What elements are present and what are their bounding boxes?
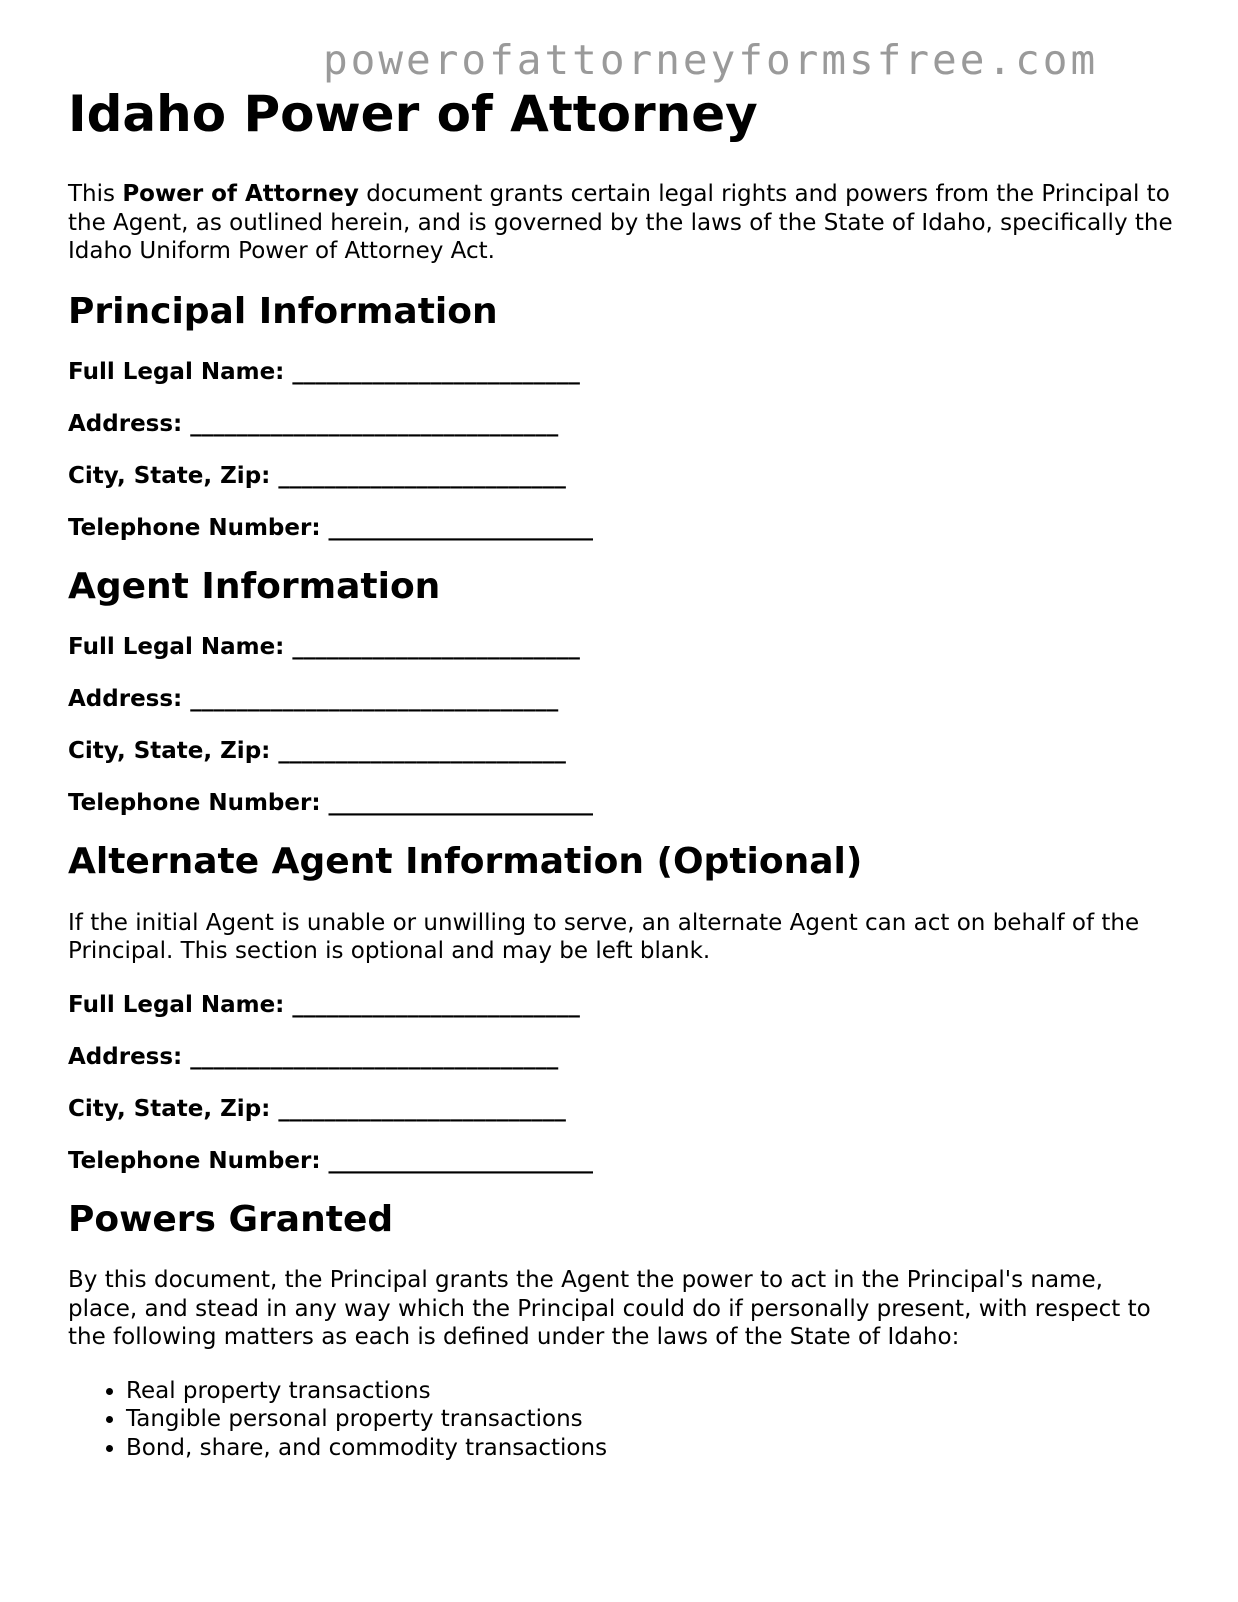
agent-city-label: City, State, Zip: — [68, 738, 271, 765]
alternate-address-label: Address: — [68, 1043, 183, 1070]
agent-heading: Agent Information — [68, 565, 441, 607]
principal-phone-blank[interactable]: _______________________ — [328, 514, 594, 541]
powers-section — [68, 1199, 1178, 1462]
agent-phone-blank[interactable]: _______________________ — [328, 790, 594, 817]
agent-address-field[interactable] — [68, 685, 1178, 713]
powers-list-item: • Tangible personal property transactions — [126, 1405, 1178, 1434]
alternate-phone-blank[interactable]: _______________________ — [328, 1147, 594, 1174]
principal-address-field[interactable] — [68, 410, 1178, 438]
alternate-city-label: City, State, Zip: — [68, 1095, 271, 1122]
alternate-phone-field[interactable] — [68, 1147, 1178, 1175]
principal-phone-label: Telephone Number: — [68, 514, 321, 541]
alternate-city-field[interactable] — [68, 1095, 1178, 1123]
powers-heading: Powers Granted — [68, 1198, 394, 1240]
principal-heading: Principal Information — [68, 290, 498, 332]
principal-name-field[interactable] — [68, 358, 1178, 386]
powers-list-item: • Bond, share, and commodity transactions — [126, 1434, 1178, 1463]
agent-phone-field[interactable] — [68, 789, 1178, 817]
watermark: powerofattorneyformsfree.com — [323, 36, 1099, 84]
alternate-phone-label: Telephone Number: — [68, 1147, 321, 1174]
agent-address-blank[interactable]: ________________________________ — [190, 686, 559, 713]
document-page — [68, 84, 1178, 1462]
alternate-address-blank[interactable]: ________________________________ — [190, 1043, 559, 1070]
principal-section — [68, 291, 1178, 542]
intro-paragraph — [68, 180, 1178, 266]
agent-city-blank[interactable]: _________________________ — [278, 738, 566, 765]
intro-suffix: document grants certain legal rights and powers from the Principal to the Agent, as outlined herein, and is governed by the laws of the State of Idaho, specifically the Idaho Uniform Power of Attorney Act. — [68, 181, 1173, 264]
agent-name-field[interactable] — [68, 633, 1178, 661]
alternate-name-label: Full Legal Name: — [68, 991, 285, 1018]
principal-city-label: City, State, Zip: — [68, 462, 271, 489]
alternate-name-blank[interactable]: _________________________ — [292, 991, 580, 1018]
agent-name-label: Full Legal Name: — [68, 634, 285, 661]
principal-address-blank[interactable]: ________________________________ — [190, 410, 559, 437]
agent-phone-label: Telephone Number: — [68, 790, 321, 817]
alternate-agent-heading: Alternate Agent Information (Optional) — [68, 841, 863, 883]
principal-name-blank[interactable]: _________________________ — [292, 358, 580, 385]
principal-city-field[interactable] — [68, 462, 1178, 490]
agent-city-field[interactable] — [68, 737, 1178, 765]
principal-name-label: Full Legal Name: — [68, 358, 285, 385]
principal-phone-field[interactable] — [68, 514, 1178, 542]
powers-list-item: • Real property transactions — [126, 1377, 1178, 1406]
alternate-address-field[interactable] — [68, 1043, 1178, 1071]
intro-bold-term: Power of Attorney — [122, 181, 359, 207]
agent-address-label: Address: — [68, 686, 183, 713]
principal-address-label: Address: — [68, 410, 183, 437]
powers-description: By this document, the Principal grants the Agent the power to act in the Principal's name, place, and stead in any way which the Principal could do if personally present, with respect to the following matters as each is defined under the laws of the State of Idaho: — [68, 1267, 1151, 1351]
alternate-agent-section — [68, 841, 1178, 1174]
powers-list — [68, 1377, 1178, 1463]
intro-prefix: This — [68, 181, 123, 207]
agent-section — [68, 566, 1178, 817]
agent-name-blank[interactable]: _________________________ — [292, 634, 580, 661]
document-title: Idaho Power of Attorney — [68, 85, 758, 143]
alternate-agent-description: If the initial Agent is unable or unwilling to serve, an alternate Agent can act on behalf of the Principal. This section is optional and may be left blank. — [68, 909, 1140, 965]
principal-city-blank[interactable]: _________________________ — [278, 462, 566, 489]
alternate-name-field[interactable] — [68, 991, 1178, 1019]
alternate-city-blank[interactable]: _________________________ — [278, 1095, 566, 1122]
